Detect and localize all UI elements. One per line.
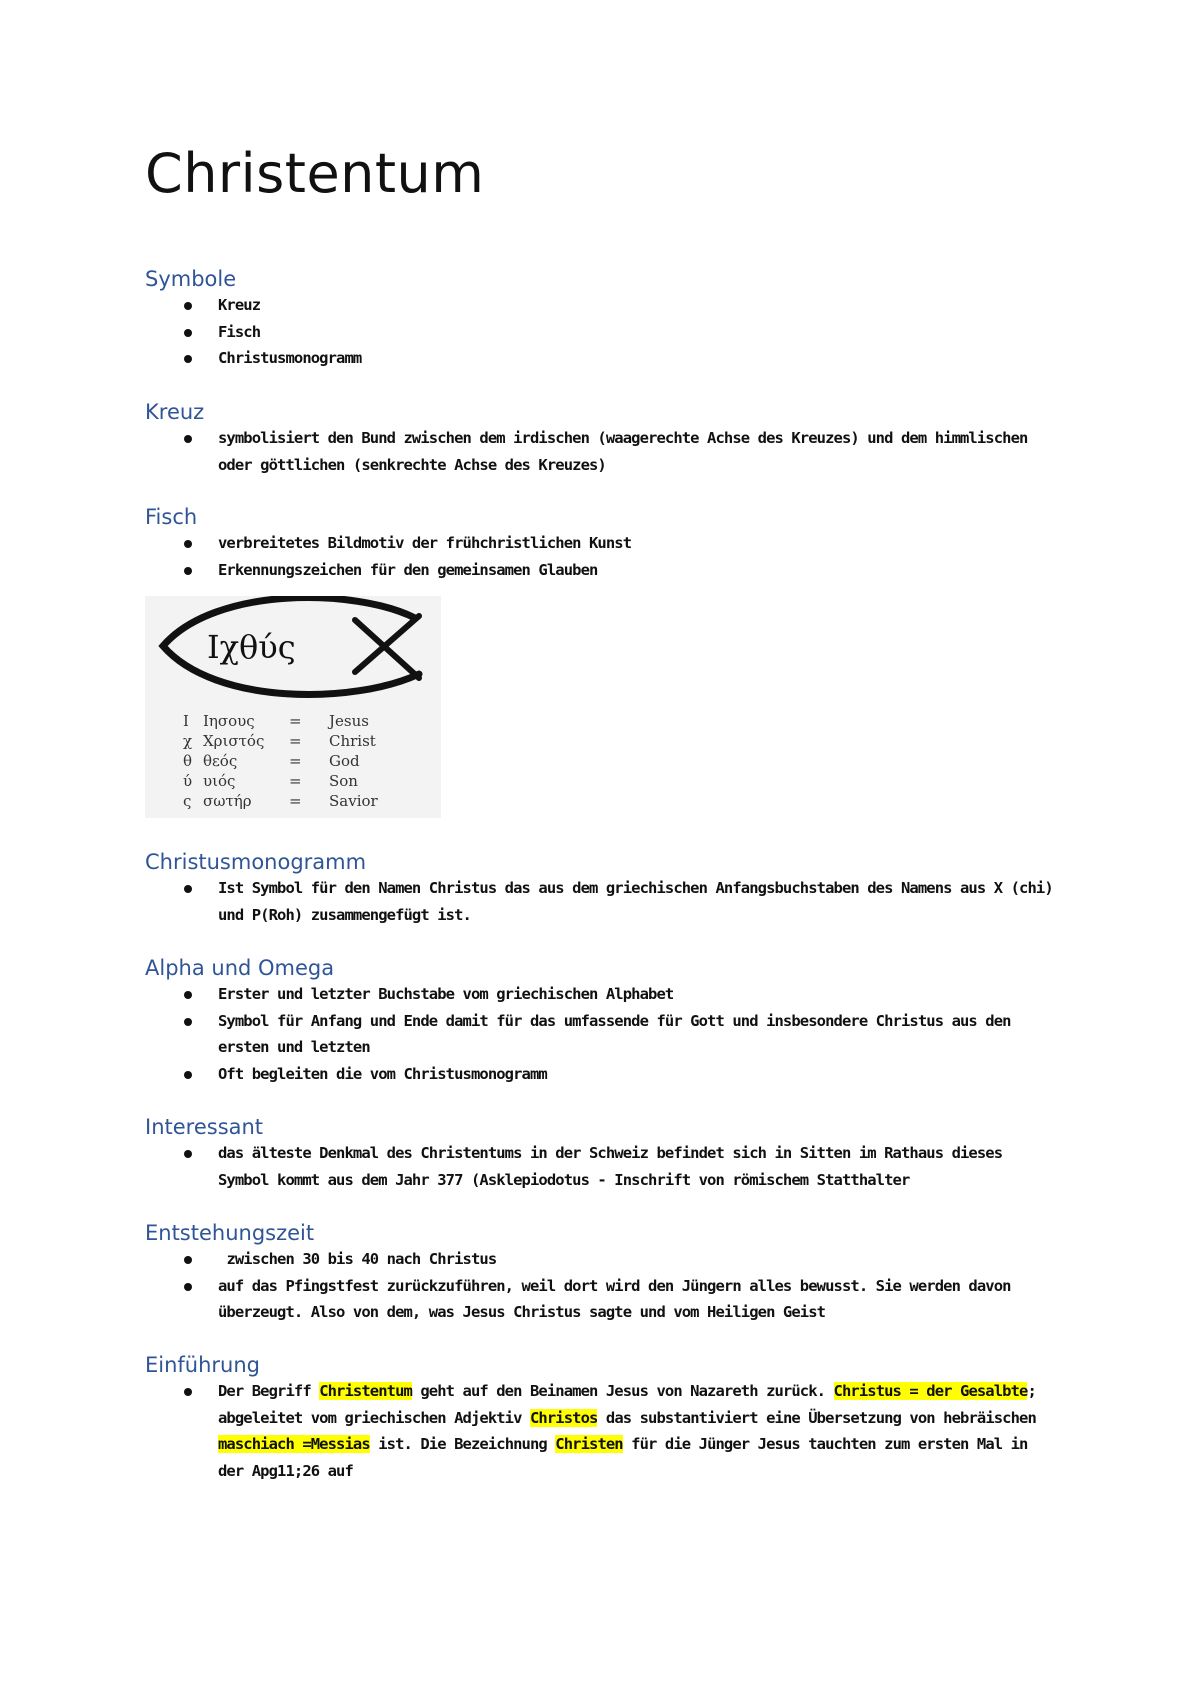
list-item: zwischen 30 bis 40 nach Christus [0, 1246, 1200, 1273]
list-item: Christusmonogramm [0, 345, 1200, 372]
acrostic-greek-word: Χριστός [203, 732, 265, 750]
text-run: das substantiviert eine Übersetzung von hebräischen [597, 1408, 1036, 1427]
list-item: Symbol für Anfang und Ende damit für das umfassende für Gott und insbesondere Christus aus den ersten und letzten [0, 1008, 1200, 1061]
acrostic-english-word: Christ [329, 732, 376, 750]
list-alpha-omega [0, 981, 1200, 1087]
ichthys-figure [145, 596, 441, 818]
list-item: Fisch [0, 319, 1200, 346]
acrostic-letter: ς [183, 792, 192, 810]
list-item: Erkennungszeichen für den gemeinsamen Glauben [0, 557, 1200, 584]
acrostic-letter: ύ [183, 772, 193, 790]
text-run: für die Jünger Jesus tauchten zum ersten Mal in der Apg11;26 auf [218, 1435, 1028, 1480]
text-run: ist. Die Bezeichnung [369, 1435, 556, 1454]
acrostic-english-word: God [329, 752, 360, 770]
acrostic-english-word: Jesus [329, 712, 369, 730]
acrostic-english-word: Son [329, 772, 358, 790]
heading-entstehungszeit: Entstehungszeit [145, 1221, 315, 1245]
list-christusmonogramm [0, 875, 1200, 928]
heading-einfuehrung: Einführung [145, 1353, 261, 1377]
acrostic-letter: χ [183, 732, 193, 750]
acrostic-letter: θ [183, 752, 193, 770]
acrostic-equals: = [289, 752, 302, 770]
acrostic-greek-word: Ιησους [203, 712, 255, 730]
list-item: symbolisiert den Bund zwischen dem irdischen (waagerechte Achse des Kreuzes) und dem himmlischen oder göttlichen (senkrechte Achse des Kreuzes) [0, 425, 1200, 478]
document-title: Christentum [145, 142, 485, 205]
list-item: Ist Symbol für den Namen Christus das aus dem griechischen Anfangsbuchstaben des Namens aus X (chi) und P(Roh) zusammengefügt ist. [0, 875, 1200, 928]
heading-fisch: Fisch [145, 505, 198, 529]
text-run: ; abgeleitet vom griechischen Adjektiv [218, 1382, 1036, 1427]
text-run: Der Begriff [218, 1382, 320, 1400]
highlight-christus-gesalbte: Christus = der Gesalbte [833, 1382, 1028, 1400]
acrostic-english-word: Savior [329, 792, 378, 810]
heading-christusmonogramm: Christusmonogramm [145, 850, 367, 874]
highlight-christen: Christen [555, 1435, 623, 1454]
list-item: Erster und letzter Buchstabe vom griechischen Alphabet [0, 981, 1200, 1008]
list-item: Oft begleiten die vom Christusmonogramm [0, 1061, 1200, 1088]
heading-kreuz: Kreuz [145, 400, 205, 424]
acrostic-equals: = [289, 792, 302, 810]
acrostic-letter: Ι [183, 712, 189, 730]
ichthys-image [145, 596, 441, 818]
list-item: auf das Pfingstfest zurückzuführen, weil dort wird den Jüngern alles bewusst. Sie werden davon überzeugt. Also von dem, was Jesus Christus sagte und vom Heiligen Geist [0, 1273, 1200, 1326]
list-kreuz [0, 425, 1200, 478]
highlight-maschiach-messias: maschiach =Messias [218, 1435, 370, 1454]
list-fisch [0, 530, 1200, 583]
list-einfuehrung [0, 1378, 1200, 1484]
acrostic-greek-word: θεός [203, 752, 238, 770]
list-symbole [0, 292, 1200, 372]
ichthys-word: Ιχθύς [207, 628, 296, 666]
acrostic-greek-word: υιός [203, 772, 236, 790]
heading-symbole: Symbole [145, 267, 237, 291]
list-interessant [0, 1140, 1200, 1193]
list-item: verbreitetes Bildmotiv der frühchristlichen Kunst [0, 530, 1200, 557]
highlight-christos: Christos [529, 1408, 598, 1427]
list-item [0, 1378, 1200, 1484]
acrostic-equals: = [289, 732, 302, 750]
acrostic-equals: = [289, 772, 302, 790]
heading-interessant: Interessant [145, 1115, 264, 1139]
heading-alpha-omega: Alpha und Omega [145, 956, 335, 980]
text-run: geht auf den Beinamen Jesus von Nazareth zurück. [411, 1382, 834, 1400]
list-item: das älteste Denkmal des Christentums in der Schweiz befindet sich in Sitten im Rathaus dieses Symbol kommt aus dem Jahr 377 (Asklepiodotus - Inschrift von römischem Statthalter [0, 1140, 1200, 1193]
list-entstehungszeit [0, 1246, 1200, 1326]
acrostic-equals: = [289, 712, 302, 730]
acrostic-greek-word: σωτήρ [203, 792, 252, 810]
highlight-christentum: Christentum [319, 1382, 412, 1400]
list-item: Kreuz [0, 292, 1200, 319]
